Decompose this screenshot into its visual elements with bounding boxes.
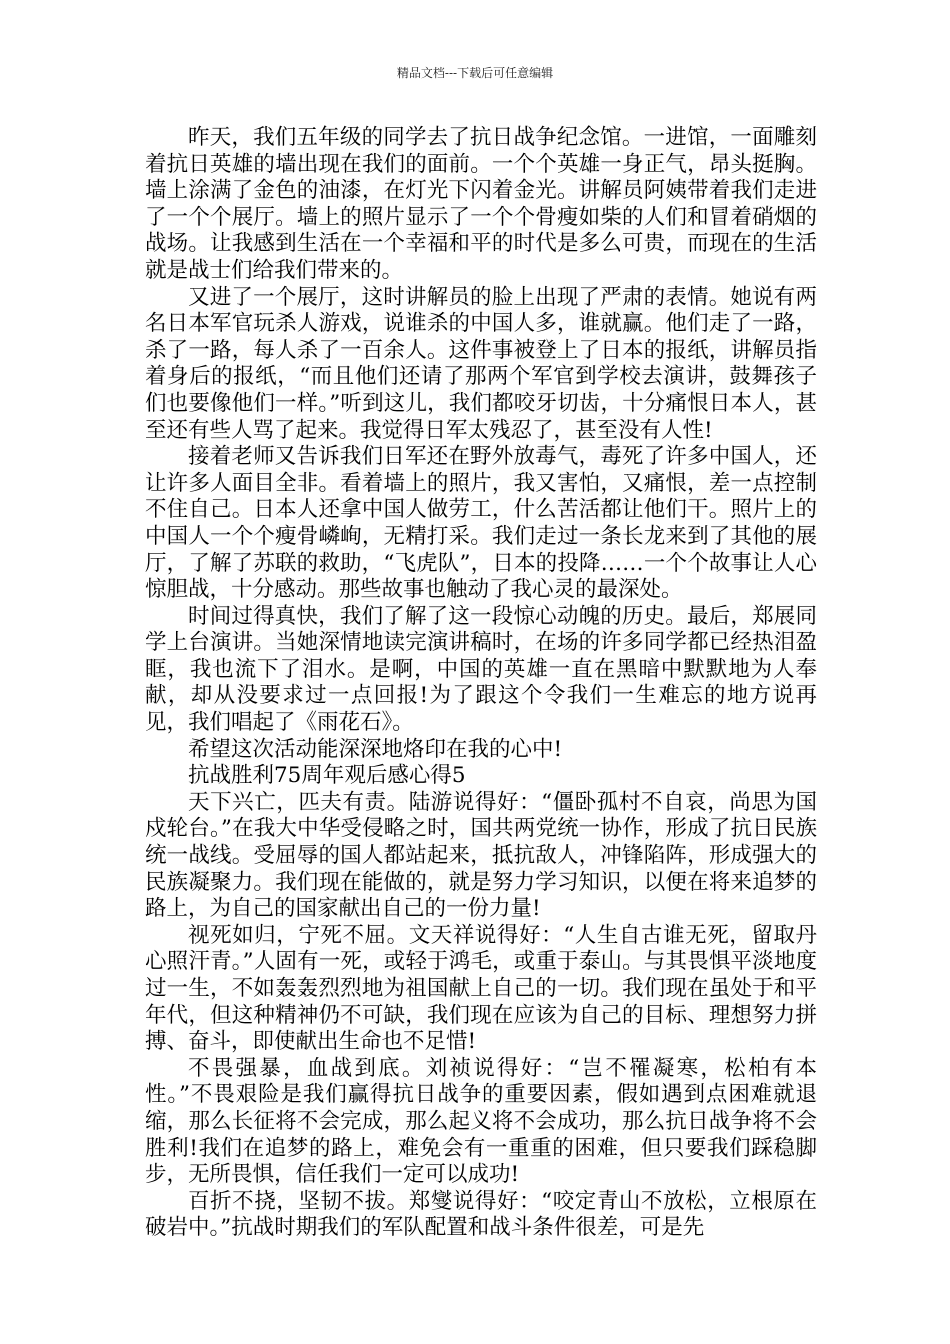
- paragraph-8: 不畏强暴，血战到底。刘祯说得好：“岂不罹凝寒，松柏有本性。”不畏艰险是我们赢得抗日战争的重要因素，假如遇到点困难就退缩，那么长征将不会完成，那么起义将不会成功，那么抗日战争将不会胜利!我们在追梦的路上，难免会有一重重的困难，但只要我们踩稳脚步，无所畏惧，信任我们一定可以成功!: [145, 1055, 817, 1188]
- page-header: 精品文档---下载后可任意编辑: [396, 66, 554, 80]
- paragraph-1: 昨天，我们五年级的同学去了抗日战争纪念馆。一进馆，一面雕刻着抗日英雄的墙出现在我们的面前。一个个英雄一身正气，昂头挺胸。墙上涂满了金色的油漆，在灯光下闪着金光。讲解员阿姨带着我们走进了一个个展厅。墙上的照片显示了一个个骨瘦如柴的人们和冒着硝烟的战场。让我感到生活在一个幸福和平的时代是多么可贵，而现在的生活就是战士们给我们带来的。: [145, 125, 817, 283]
- paragraph-3: 接着老师又告诉我们日军还在野外放毒气，毒死了许多中国人，还让许多人面目全非。看着墙上的照片，我又害怕，又痛恨，差一点控制不住自己。日本人还拿中国人做劳工，什么苦活都让他们干。照片上的中国人一个个瘦骨嶙峋，无精打采。我们走过一条长龙来到了其他的展厅，了解了苏联的救助，“飞虎队”，日本的投降……一个个故事让人心惊胆战，十分感动。那些故事也触动了我心灵的最深处。: [145, 444, 817, 603]
- document-body: [145, 125, 817, 1242]
- paragraph-9: 百折不挠，坚韧不拔。郑燮说得好：“咬定青山不放松，立根原在破岩中。”抗战时期我们的军队配置和战斗条件很差，可是先: [145, 1188, 817, 1241]
- paragraph-7: 视死如归，宁死不屈。文天祥说得好：“人生自古谁无死，留取丹心照汗青。”人固有一死，或轻于鸿毛，或重于泰山。与其畏惧平淡地度过一生，不如轰轰烈烈地为祖国献上自己的一切。我们现在虽处于和平年代，但这种精神仍不可缺，我们现在应该为自己的目标、理想努力拼搏、奋斗，即使献出生命也不足惜!: [145, 922, 817, 1055]
- paragraph-2: 又进了一个展厅，这时讲解员的脸上出现了严肃的表情。她说有两名日本军官玩杀人游戏，说谁杀的中国人多，谁就赢。他们走了一路，杀了一路，每人杀了一百余人。这件事被登上了日本的报纸，讲解员指着身后的报纸，“而且他们还请了那两个军官到学校去演讲，鼓舞孩子们也要像他们一样。”听到这儿，我们都咬牙切齿，十分痛恨日本人，甚至还有些人骂了起来。我觉得日军太残忍了，甚至没有人性!: [145, 284, 817, 443]
- paragraph-6: 天下兴亡，匹夫有责。陆游说得好：“僵卧孤村不自哀，尚思为国戍轮台。”在我大中华受侵略之时，国共两党统一协作，形成了抗日民族统一战线。受屈辱的国人都站起来，抵抗敌人，冲锋陷阵，形成强大的民族凝聚力。我们现在能做的，就是努力学习知识，以便在将来追梦的路上，为自己的国家献出自己的一份力量!: [145, 789, 817, 922]
- paragraph-5: 希望这次活动能深深地烙印在我的心中!: [188, 736, 563, 762]
- section-title: 抗战胜利75周年观后感心得5: [188, 763, 466, 789]
- paragraph-4: 时间过得真快，我们了解了这一段惊心动魄的历史。最后，郑展同学上台演讲。当她深情地读完演讲稿时，在场的许多同学都已经热泪盈眶，我也流下了泪水。是啊，中国的英雄一直在黑暗中默默地为人奉献，却从没要求过一点回报!为了跟这个令我们一生难忘的地方说再见，我们唱起了《雨花石》。: [145, 603, 817, 736]
